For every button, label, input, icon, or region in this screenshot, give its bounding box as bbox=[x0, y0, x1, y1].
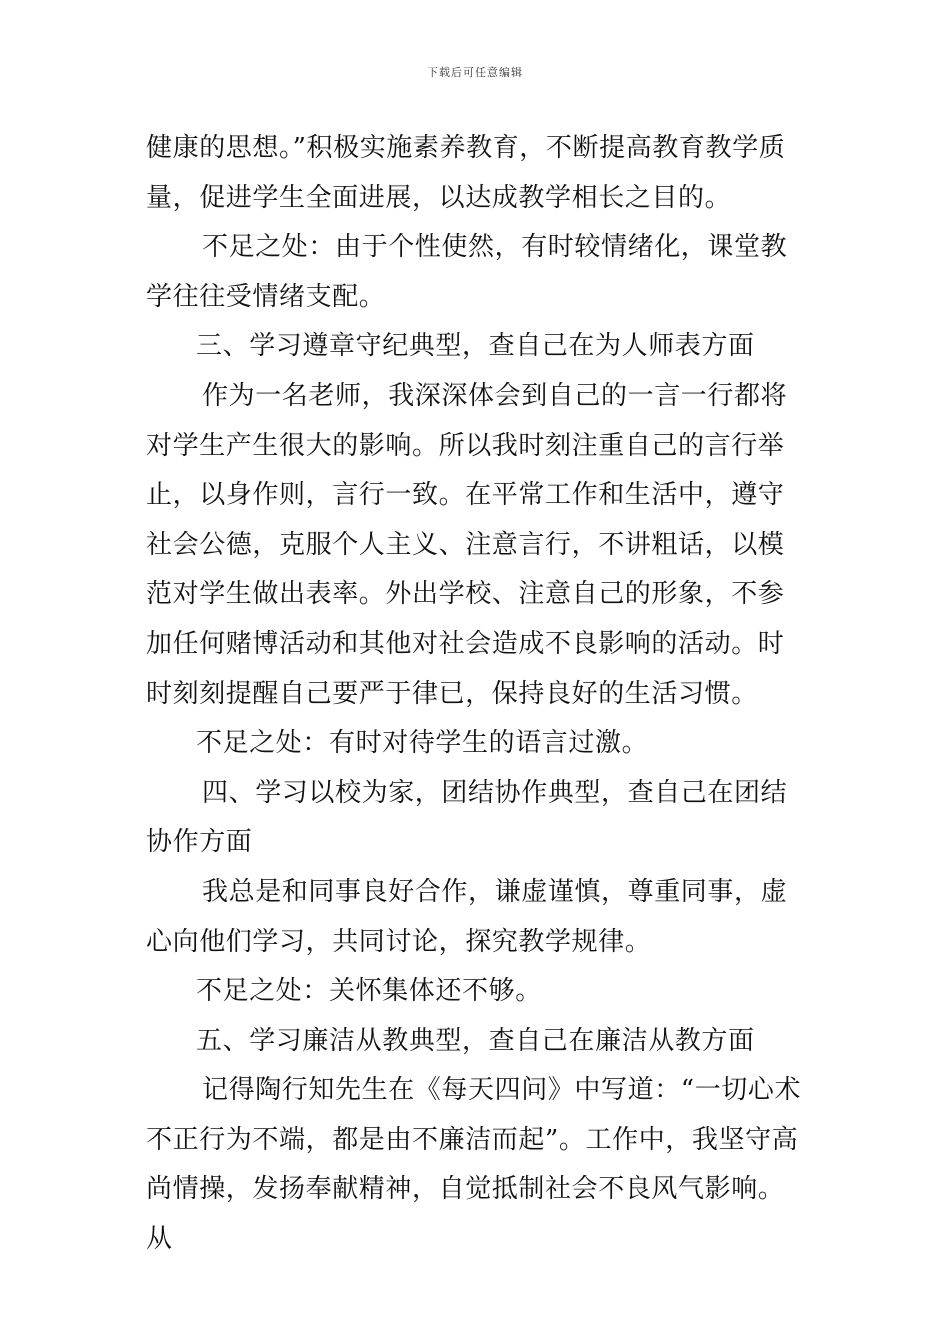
paragraph-shortcoming-1: 不足之处：由于个性使然，有时较情绪化，课堂教学往往受情绪支配。 bbox=[146, 232, 788, 312]
section-heading-3: 三、学习遵章守纪典型，查自己在为人师表方面 bbox=[196, 331, 755, 362]
paragraph-section-5: 记得陶行知先生在《每天四问》中写道：“一切心术不正行为不端，都是由不廉洁而起”。工作中，我坚守高尚情操，发扬奉献精神，自觉抵制社会不良风气影响。从 bbox=[146, 1075, 802, 1255]
paragraph-continuation: 健康的思想。”积极实施素养教育，不断提高教育教学质量，促进学生全面进展，以达成教学相长之目的。 bbox=[146, 133, 786, 213]
paragraph-shortcoming-4: 不足之处：关怀集体还不够。 bbox=[196, 976, 542, 1007]
paragraph-section-4: 我总是和同事良好合作，谦虚谨慎，尊重同事，虚心向他们学习，共同讨论，探究教学规律。 bbox=[146, 876, 788, 957]
page-header: 下载后可任意编辑 bbox=[427, 66, 523, 79]
paragraph-section-3: 作为一名老师，我深深体会到自己的一言一行都将对学生产生很大的影响。所以我时刻注重自己的言行举止，以身作则，言行一致。在平常工作和生活中，遵守社会公德，克服个人主义、注意言行，不讲粗话，以模范对学生做出表率。外出学校、注意自己的形象，不参加任何赌博活动和其他对社会造成不良影响的活动。时时刻刻提醒自己要严于律已，保持良好的生活习惯。 bbox=[146, 380, 788, 709]
section-heading-5: 五、学习廉洁从教典型，查自己在廉洁从教方面 bbox=[196, 1025, 755, 1056]
section-heading-4: 四、学习以校为家，团结协作典型，查自己在团结协作方面 bbox=[146, 777, 788, 858]
document-body bbox=[146, 124, 810, 1265]
paragraph-shortcoming-3: 不足之处：有时对待学生的语言过激。 bbox=[196, 728, 649, 759]
